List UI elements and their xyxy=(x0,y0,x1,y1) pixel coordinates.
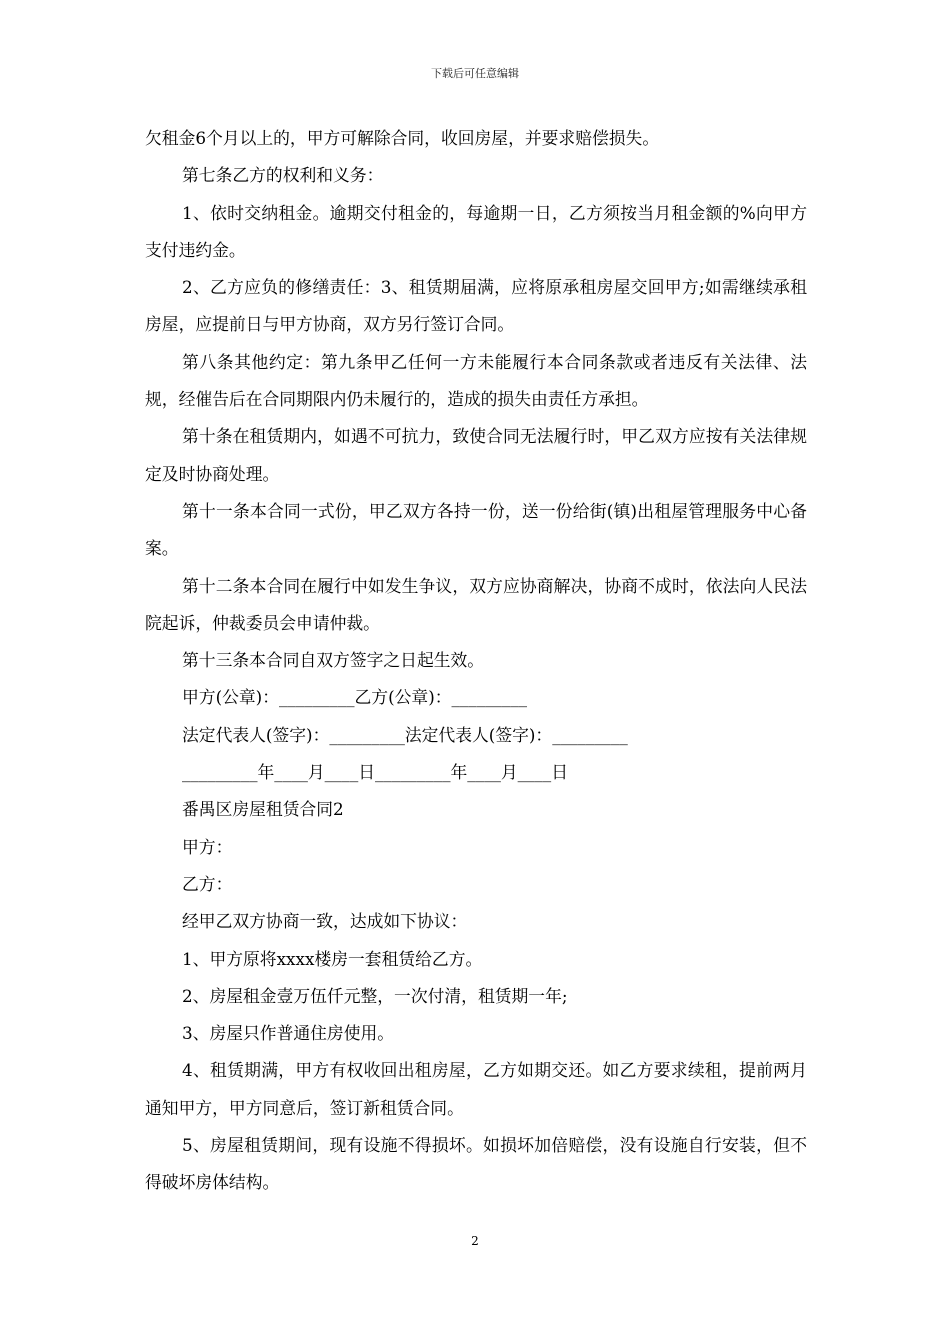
signature-line-representative: 法定代表人(签字)：_________法定代表人(签字)：_________ xyxy=(182,724,628,745)
paragraph: 4、租赁期满，甲方有权收回出租房屋，乙方如期交还。如乙方要求续租，提前两月通知甲方，甲方同意后，签订新租赁合同。 xyxy=(145,1060,807,1118)
paragraph: 第八条其他约定：第九条甲乙任何一方未能履行本合同条款或者违反有关法律、法规，经催告后在合同期限内仍未履行的，造成的损失由责任方承担。 xyxy=(145,351,807,410)
paragraph: 1、甲方原将xxxx楼房一套租赁给乙方。 xyxy=(182,948,483,969)
page-number: 2 xyxy=(471,1234,479,1248)
paragraph: 1、依时交纳租金。逾期交付租金的，每逾期一日，乙方须按当月租金额的%向甲方支付违约金。 xyxy=(145,202,807,260)
party-b-label: 乙方： xyxy=(182,873,233,894)
paragraph: 第十三条本合同自双方签字之日起生效。 xyxy=(182,650,485,671)
paragraph: 第十条在租赁期内，如遇不可抗力，致使合同无法履行时，甲乙双方应按有关法律规定及时协商处理。 xyxy=(145,426,807,484)
paragraph: 第七条乙方的权利和义务： xyxy=(182,165,384,186)
paragraph: 5、房屋租赁期间，现有设施不得损坏。如损坏加倍赔偿，没有设施自行安装，但不得破坏房体结构。 xyxy=(145,1135,807,1193)
document-body xyxy=(145,120,807,1202)
paragraph: 2、乙方应负的修缮责任：3、租赁期届满，应将原承租房屋交回甲方;如需继续承租房屋，应提前日与甲方协商，双方另行签订合同。 xyxy=(145,277,807,335)
paragraph: 3、房屋只作普通住房使用。 xyxy=(182,1023,395,1044)
party-a-label: 甲方： xyxy=(182,836,233,857)
page-header-note: 下载后可任意编辑 xyxy=(431,67,519,80)
paragraph: 2、房屋租金壹万伍仟元整，一次付清，租赁期一年; xyxy=(182,985,568,1006)
signature-line-seal: 甲方(公章)：_________乙方(公章)：_________ xyxy=(182,687,528,708)
paragraph: 欠租金6个月以上的，甲方可解除合同，收回房屋，并要求赔偿损失。 xyxy=(145,128,660,148)
paragraph: 第十二条本合同在履行中如发生争议，双方应协商解决，协商不成时，依法向人民法院起诉，仲裁委员会申请仲裁。 xyxy=(145,575,807,633)
paragraph: 第十一条本合同一式份，甲乙双方各持一份，送一份给街(镇)出租屋管理服务中心备案。 xyxy=(145,500,807,559)
section-title: 番禺区房屋租赁合同2 xyxy=(182,799,344,820)
signature-line-date: _________年____月____日_________年____月____日 xyxy=(182,762,568,783)
paragraph: 经甲乙双方协商一致，达成如下协议： xyxy=(182,911,468,932)
